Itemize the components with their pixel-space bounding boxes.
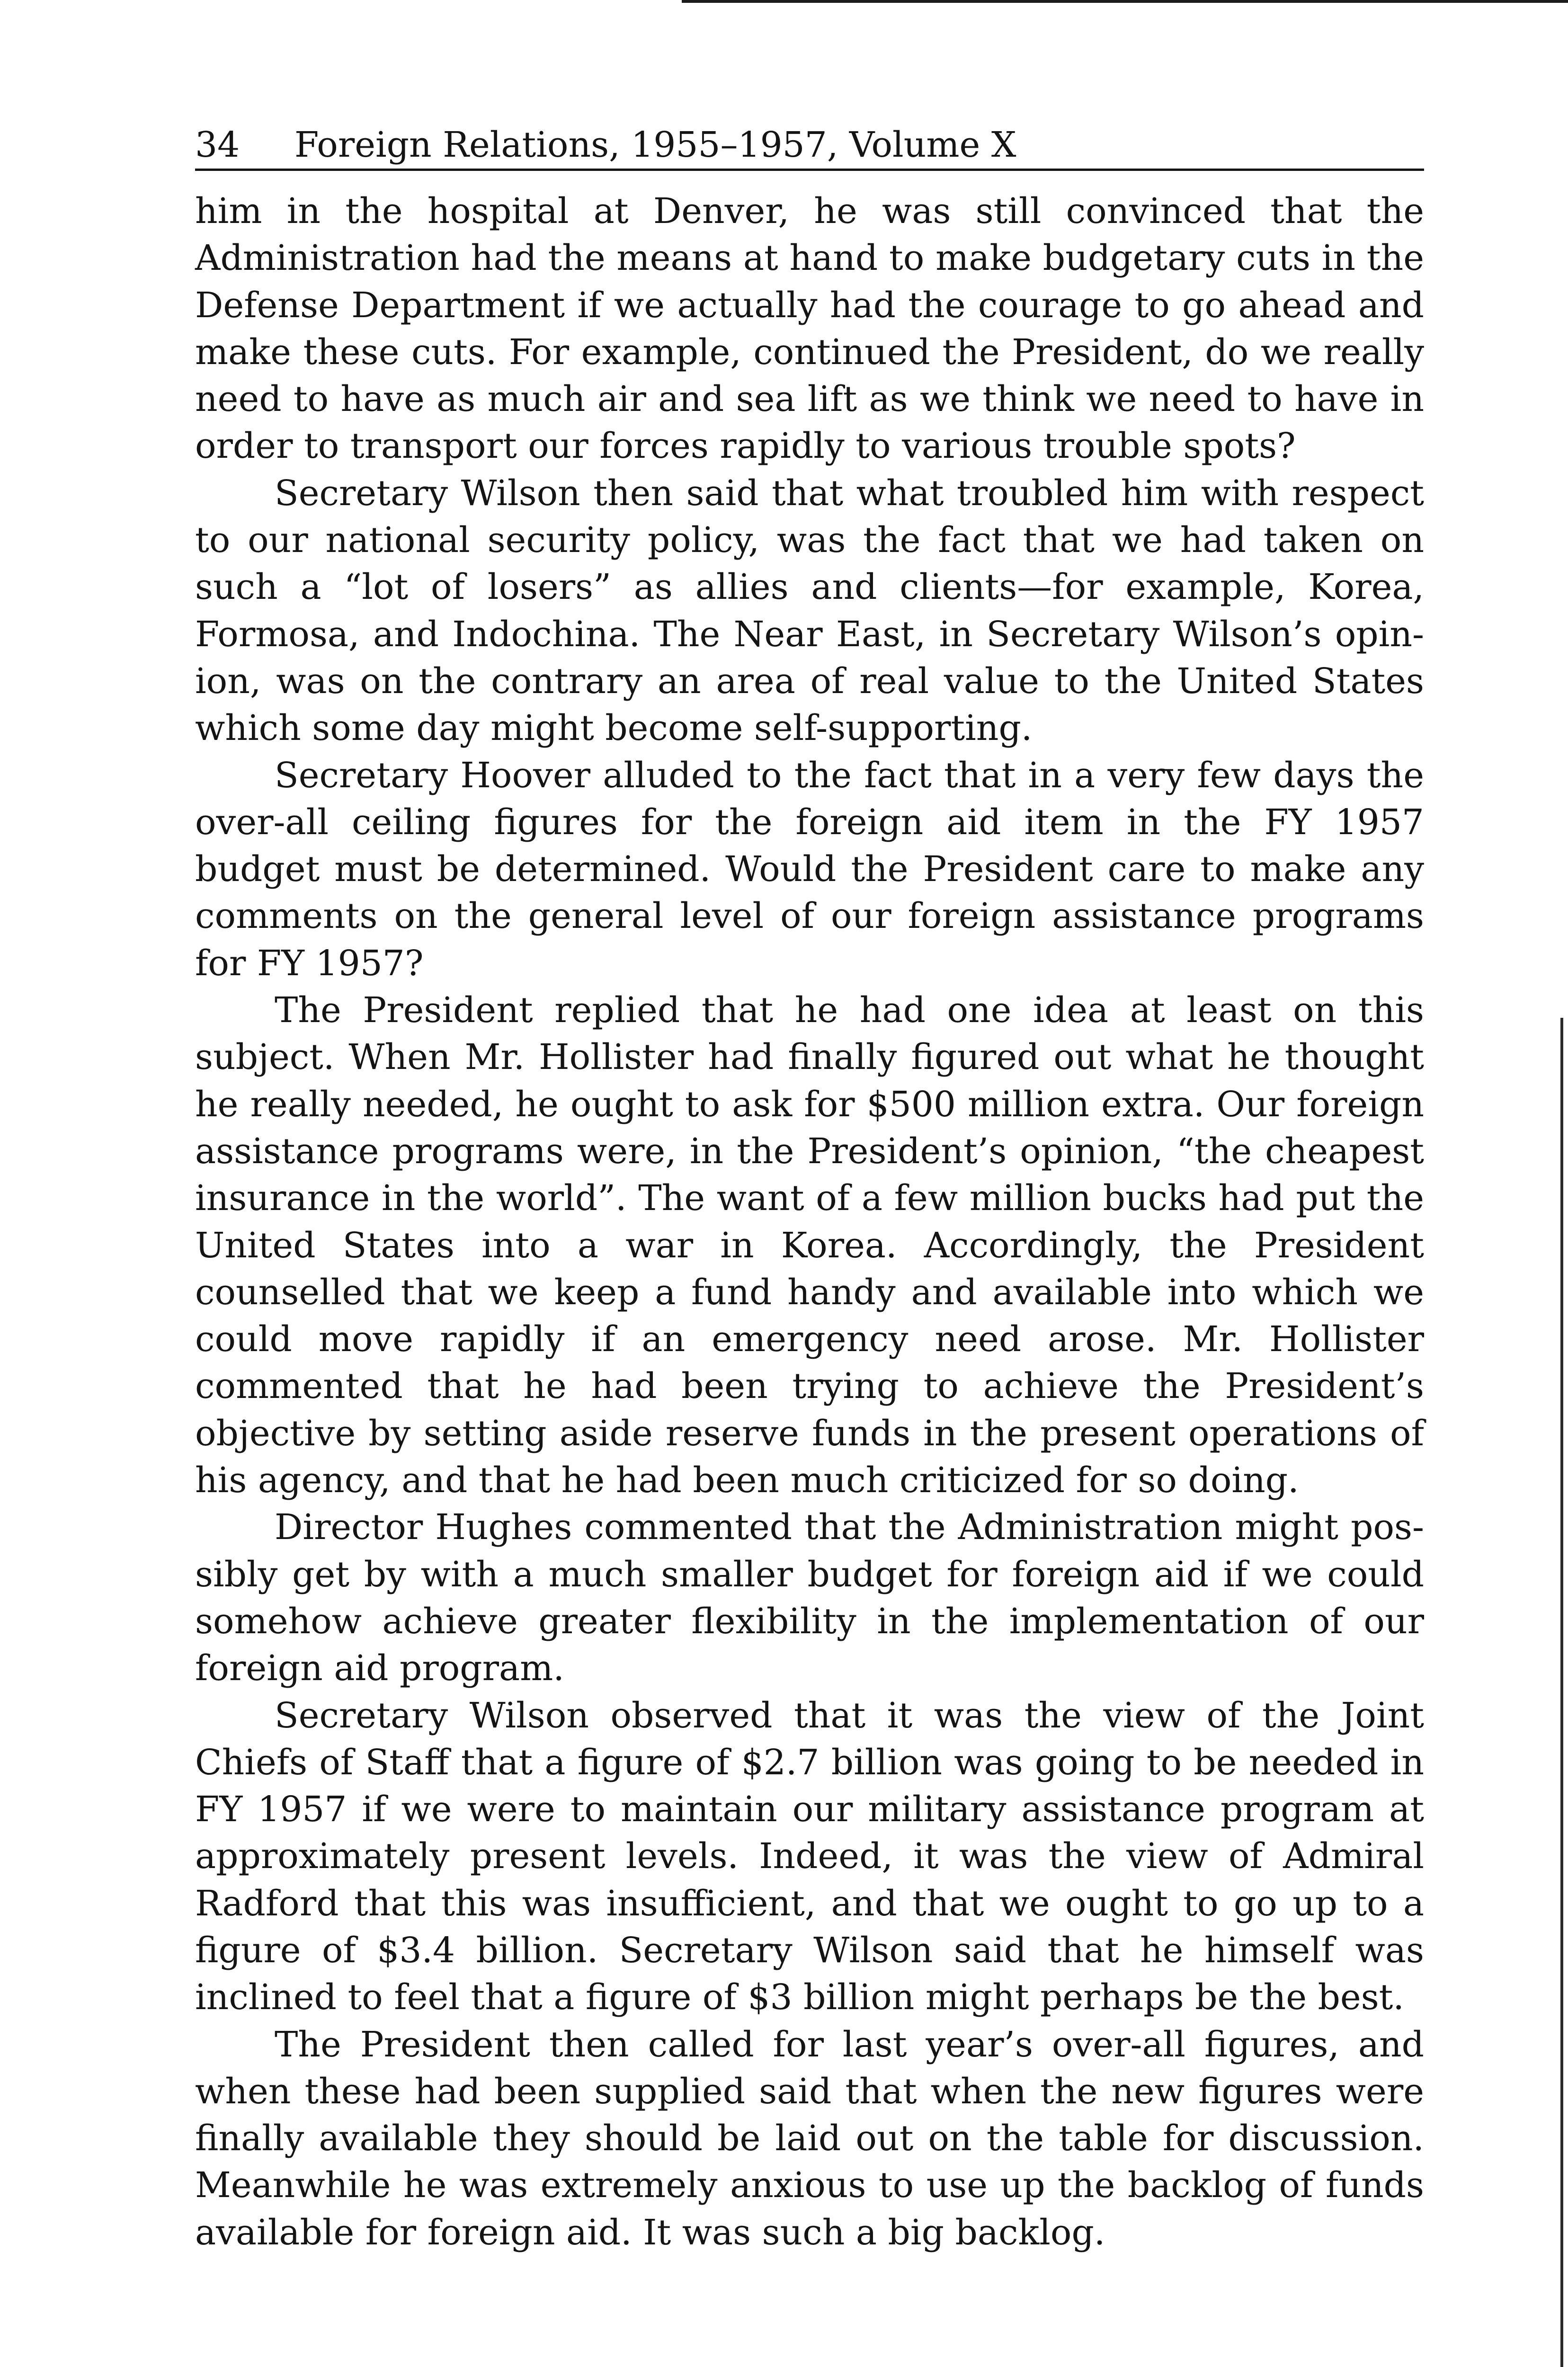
paragraph: The President replied that he had one idea at least on this subject. When Mr. Hollister had finally figured out what he thought he really needed, he ought to ask for $500 million extra. Our foreign assistance programs were, in the President’s opinion, “the cheapest insurance in the world”. The want of a few million bucks had put the United States into a war in Korea. Accordingly, the President counselled that we keep a fund handy and available into which we could move rapidly if an emergency need arose. Mr. Hollister commented that he had been trying to achieve the President’s objective by setting aside reserve funds in the present operations of his agency, and that he had been much criticized for so doing.	[195, 990, 1424, 1501]
document-page	[195, 121, 1424, 2256]
paragraph: Secretary Hoover alluded to the fact that in a very few days the over-all ceiling figures for the foreign aid item in the FY 1957 budget must be determined. Would the President care to make any comments on the general level of our foreign assistance programs for FY 1957?	[195, 755, 1424, 984]
paragraph: Director Hughes commented that the Administration might pos-sibly get by with a much smaller budget for foreign aid if we could somehow achieve greater flexibility in the implementation of our foreign aid program.	[195, 1507, 1424, 1689]
scan-top-edge	[682, 0, 1568, 3]
body-text	[195, 188, 1424, 2256]
paragraph: Secretary Wilson then said that what troubled him with respect to our national security policy, was the fact that we had taken on such a “lot of losers” as allies and clients—for example, Korea, Formosa, and Indochina. The Near East, in Secretary Wilson’s opin-ion, was on the contrary an area of real value to the United States which some day might become self-supporting.	[195, 472, 1424, 749]
running-header	[195, 121, 1424, 171]
page-number: 34	[195, 125, 240, 165]
paragraph: Secretary Wilson observed that it was the view of the Joint Chiefs of Staff that a figure of $2.7 billion was going to be needed in FY 1957 if we were to maintain our military assistance program at approximately present levels. Indeed, it was the view of Admiral Radford that this was insufficient, and that we ought to go up to a figure of $3.4 billion. Secretary Wilson said that he himself was inclined to feel that a figure of $3 billion might perhaps be the best.	[195, 1695, 1424, 2018]
paragraph: The President then called for last year’s over-all figures, and when these had been supplied said that when the new figures were finally available they should be laid out on the table for discussion. Meanwhile he was extremely anxious to use up the backlog of funds available for foreign aid. It was such a big backlog.	[195, 2024, 1424, 2253]
scan-right-edge	[1560, 1018, 1563, 2367]
volume-title: Foreign Relations, 1955–1957, Volume X	[294, 125, 1016, 165]
paragraph-continuation: him in the hospital at Denver, he was still convinced that the Administration had the means at hand to make budgetary cuts in the Defense Department if we actually had the courage to go ahead and make these cuts. For example, continued the President, do we really need to have as much air and sea lift as we think we need to have in order to transport our forces rapidly to various trouble spots?	[195, 191, 1424, 467]
